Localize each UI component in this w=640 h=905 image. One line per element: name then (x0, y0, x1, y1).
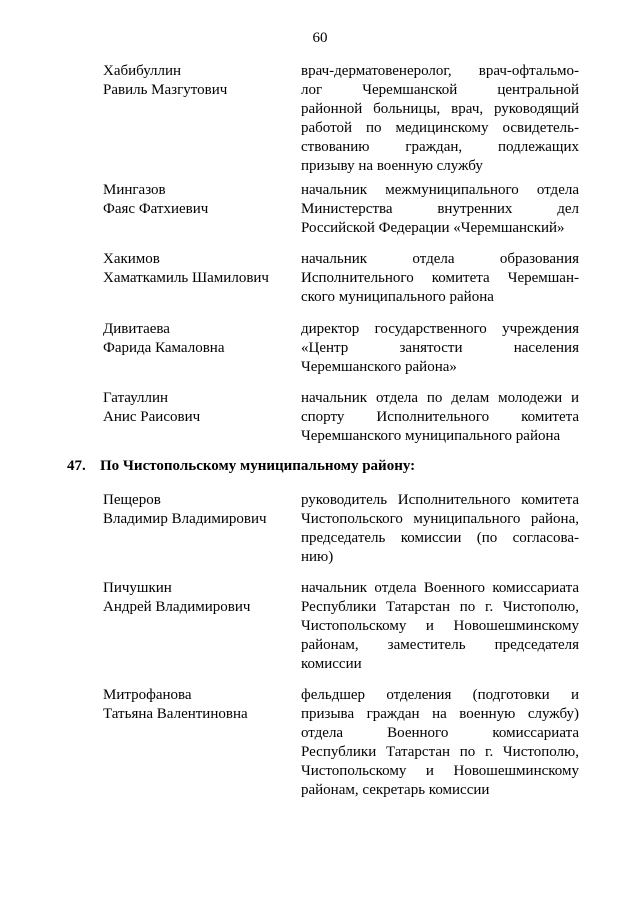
role-line: ского муниципального района (301, 289, 494, 305)
role-line: Российской Федерации «Черемшанский» (301, 220, 565, 236)
member-name (103, 389, 283, 427)
member-surname: Дивитаева (103, 321, 170, 337)
role-line: начальник отдела по делам молодежи и (301, 390, 579, 406)
member-name (103, 320, 283, 358)
role-line: районной больницы, врач, руководящий (301, 101, 579, 117)
role-line: председатель комиссии (по согласова- (301, 530, 579, 546)
role-line: лог Черемшанской центральной (301, 82, 579, 98)
role-line: спорту Исполнительного комитета (301, 409, 579, 425)
member-role (301, 250, 579, 307)
role-line: «Центр занятости населения (301, 340, 579, 356)
member-name (103, 491, 283, 529)
member-given-name: Хаматкамиль Шамилович (103, 270, 269, 286)
role-line: нию) (301, 549, 334, 565)
member-role (301, 686, 579, 800)
role-line: призыву на военную службу (301, 158, 483, 174)
member-given-name: Анис Раисович (103, 409, 201, 425)
role-line: отдела Военного комиссариата (301, 725, 579, 741)
member-given-name: Фаяс Фатхиевич (103, 201, 209, 217)
role-line: ствованию граждан, подлежащих (301, 139, 579, 155)
member-name (103, 686, 283, 724)
role-line: Чистопольского муниципального района, (301, 511, 579, 527)
member-role (301, 181, 579, 238)
member-surname: Митрофанова (103, 687, 192, 703)
member-given-name: Фарида Камаловна (103, 340, 225, 356)
member-surname: Хабибуллин (103, 63, 182, 79)
member-role (301, 62, 579, 176)
role-line: Исполнительного комитета Черемшан- (301, 270, 579, 286)
member-name (103, 62, 283, 100)
member-role (301, 491, 579, 567)
role-line: работой по медицинскому освидетель- (301, 120, 579, 136)
member-role (301, 579, 579, 674)
member-name (103, 181, 283, 219)
role-line: районам, секретарь комиссии (301, 782, 490, 798)
member-surname: Мингазов (103, 182, 166, 198)
role-line: Черемшанского муниципального района (301, 428, 561, 444)
page-number: 60 (312, 30, 328, 46)
member-surname: Хакимов (103, 251, 160, 267)
section-heading (67, 458, 415, 475)
role-line: Черемшанского района» (301, 359, 457, 375)
role-line: начальник межмуниципального отдела (301, 182, 579, 198)
member-role (301, 389, 579, 446)
role-line: начальник отдела образования (301, 251, 579, 267)
role-line: Республики Татарстан по г. Чистополю, (301, 744, 579, 760)
member-given-name: Владимир Владимирович (103, 511, 267, 527)
role-line: комиссии (301, 656, 362, 672)
member-name (103, 250, 283, 288)
role-line: директор государственного учреждения (301, 321, 579, 337)
member-surname: Пещеров (103, 492, 161, 508)
member-name (103, 579, 283, 617)
role-line: Республики Татарстан по г. Чистополю, (301, 599, 579, 615)
member-given-name: Равиль Мазгутович (103, 82, 228, 98)
role-line: врач-дерматовенеролог, врач-офтальмо- (301, 63, 579, 79)
member-given-name: Андрей Владимирович (103, 599, 251, 615)
role-line: Чистопольскому и Новошешминскому (301, 763, 579, 779)
section-title: По Чистопольскому муниципальному району: (100, 458, 416, 474)
role-line: Министерства внутренних дел (301, 201, 579, 217)
member-surname: Пичушкин (103, 580, 172, 596)
member-given-name: Татьяна Валентиновна (103, 706, 248, 722)
role-line: фельдшер отделения (подготовки и (301, 687, 579, 703)
member-role (301, 320, 579, 377)
role-line: начальник отдела Военного комиссариата (301, 580, 579, 596)
role-line: районам, заместитель председателя (301, 637, 579, 653)
role-line: руководитель Исполнительного комитета (301, 492, 579, 508)
section-number: 47. (67, 458, 86, 474)
role-line: призыва граждан на военную службу) (301, 706, 579, 722)
role-line: Чистопольскому и Новошешминскому (301, 618, 579, 634)
member-surname: Гатауллин (103, 390, 169, 406)
